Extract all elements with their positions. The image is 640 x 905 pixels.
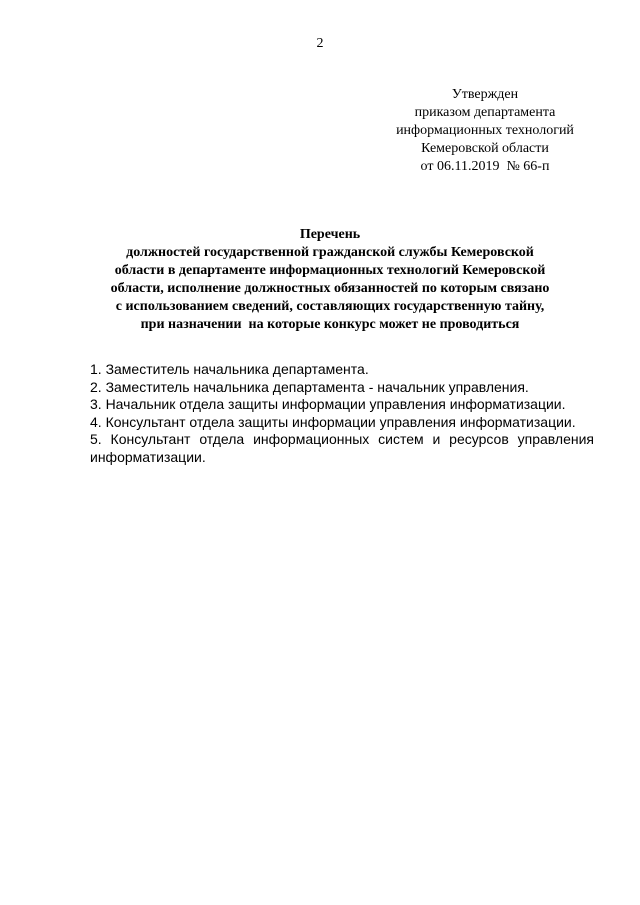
approval-line: информационных технологий bbox=[396, 123, 574, 138]
approval-date-number: от 06.11.2019 № 66-п bbox=[420, 159, 550, 174]
document-subtitle-line: при назначении на которые конкурс может не проводиться bbox=[140, 317, 520, 332]
approval-stamp-block bbox=[380, 86, 590, 176]
positions-list bbox=[90, 361, 594, 466]
page-number: 2 bbox=[316, 36, 324, 51]
approval-line: Утвержден bbox=[451, 87, 519, 102]
document-heading: Перечень bbox=[299, 227, 361, 242]
approval-line: приказом департамента bbox=[414, 105, 556, 120]
approval-line: Кемеровской области bbox=[421, 141, 549, 156]
list-item: 3. Начальник отдела защиты информации управления информатизации. bbox=[90, 396, 566, 412]
document-title-block bbox=[80, 226, 580, 334]
list-item: 4. Консультант отдела защиты информации управления информатизации. bbox=[90, 413, 576, 430]
document-subtitle-line: должностей государственной гражданской службы Кемеровской bbox=[126, 245, 534, 260]
document-subtitle-line: с использованием сведений, составляющих государственную тайну, bbox=[115, 299, 545, 314]
list-item: 1. Заместитель начальника департамента. bbox=[90, 361, 369, 377]
list-item: 5. Консультант отдела информационных систем и ресурсов управления информатизации. bbox=[90, 431, 594, 465]
document-subtitle-line: области в департаменте информационных технологий Кемеровской bbox=[114, 263, 546, 278]
document-subtitle-line: области, исполнение должностных обязанностей по которым связано bbox=[110, 281, 550, 296]
list-item: 2. Заместитель начальника департамента - начальник управления. bbox=[90, 378, 529, 395]
